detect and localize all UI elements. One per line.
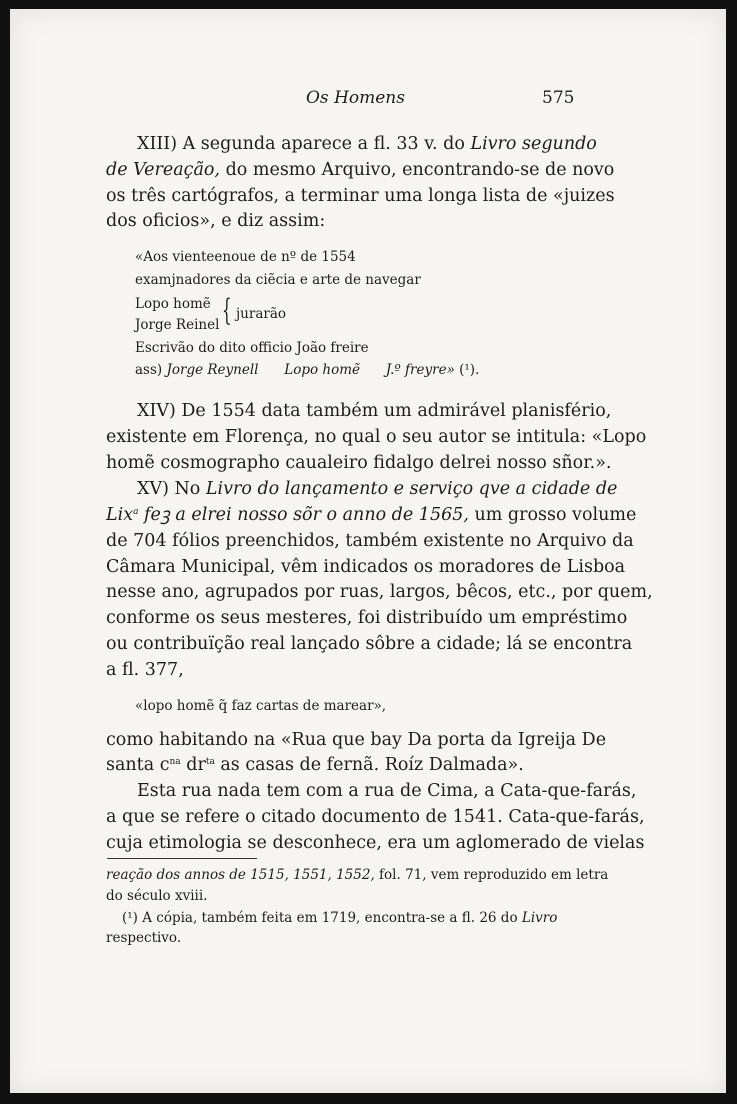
para-last-line1: Esta rua nada tem com a rua de Cima, a Cata-que-farás, xyxy=(137,781,637,801)
footnote-rule xyxy=(107,858,257,859)
para15-line6: conforme os seus mesteres, foi distribuído um empréstimo xyxy=(106,608,628,628)
para14-line1: XIV) De 1554 data também um admirável planisfério, xyxy=(137,401,612,421)
para13-line4: dos oficios», e diz assim: xyxy=(106,211,326,231)
para13-line1: XIII) A segunda aparece a fl. 33 v. do Livro segundo xyxy=(137,134,597,154)
para14-line3: homẽ cosmographo caualeiro fidalgo delrei nosso sñor.». xyxy=(106,453,612,473)
footnote-1-line1: (¹) A cópia, também feita em 1719, encontra-se a fl. 26 do Livro xyxy=(122,910,558,926)
para15-line5: nesse ano, agrupados por ruas, largos, bêcos, etc., por quem, xyxy=(106,582,653,602)
quote1-line6: ass) Jorge Reynell Lopo homẽ J.º freyre» (¹). xyxy=(135,362,480,378)
para-last-line2: a que se refere o citado documento de 1541. Cata-que-farás, xyxy=(106,807,645,827)
para13-line3: os três cartógrafos, a terminar uma longa lista de «juizes xyxy=(106,186,615,206)
footnote-cont-line1: reação dos annos de 1515, 1551, 1552, fol. 71, vem reproduzido em letra xyxy=(106,867,609,883)
footnote-cont-line2: do século xviii. xyxy=(106,888,208,904)
para13-line2: de Vereação, do mesmo Arquivo, encontrando-se de novo xyxy=(106,160,615,180)
para15-line4: Câmara Municipal, vêm indicados os moradores de Lisboa xyxy=(106,557,626,577)
footnote-1-line2: respectivo. xyxy=(106,930,182,946)
para15-line2: Lix$^a$ feꝫ a elrei nosso sõr o anno de 1565, um grosso volume xyxy=(106,505,637,525)
para15-line7: ou contribuïção real lançado sôbre a cidade; lá se encontra xyxy=(106,634,633,654)
para14-line2: existente em Florença, no qual o seu autor se intitula: «Lopo xyxy=(106,427,647,447)
quote1-brace-text: jurarão xyxy=(236,306,287,322)
para-last-line3: cuja etimologia se desconhece, era um aglomerado de vielas xyxy=(106,833,645,853)
para-after-line1: como habitando na «Rua que bay Da porta da Igreija De xyxy=(106,730,607,750)
para15-line1: XV) No Livro do lançamento e serviço qve a cidade de xyxy=(137,479,618,499)
book-page xyxy=(10,9,726,1093)
para-after-line2: santa $c^{na}$ $dr^{ta}$ as casas de fernã. Roíz Dalmada». xyxy=(106,755,524,775)
running-head: Os Homens xyxy=(306,88,405,108)
quote1-line4: Jorge Reinel xyxy=(135,317,220,333)
quote1-line5: Escrivão do dito officio João freire xyxy=(135,340,369,356)
quote1-line2: examjnadores da ciẽcia e arte de navegar xyxy=(135,272,421,288)
para15-line8: a fl. 377, xyxy=(106,660,184,680)
quote2-line1: «lopo homẽ q̃ faz cartas de marear», xyxy=(135,698,387,714)
page-number: 575 xyxy=(542,88,575,108)
quote1-line1: «Aos vienteenoue de nº de 1554 xyxy=(135,249,356,265)
para15-line3: de 704 fólios preenchidos, também existente no Arquivo da xyxy=(106,531,634,551)
brace-mark: { xyxy=(222,293,232,328)
quote1-line3: Lopo homẽ xyxy=(135,296,211,312)
